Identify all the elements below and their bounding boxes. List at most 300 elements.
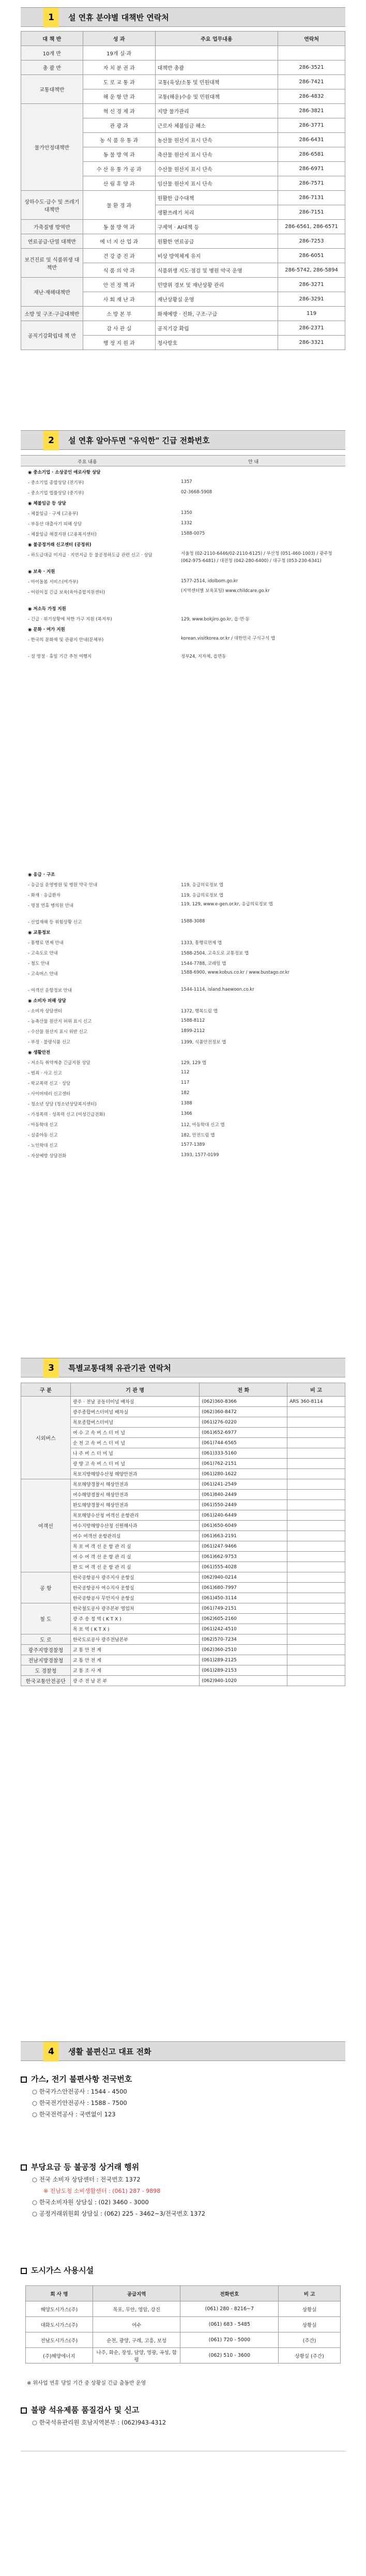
col-header: 성 과 <box>83 32 155 46</box>
col-header: 주요 내용 <box>78 460 97 465</box>
category-cell: 재난·재해대책반 <box>21 278 83 307</box>
city-gas-table <box>25 2285 341 2363</box>
table-row <box>26 2317 341 2332</box>
guide-row <box>21 1129 345 1140</box>
guide-value: 112, 아동학대 신고 앱 <box>181 1123 225 1128</box>
team-cell: 19개 실·과 <box>83 46 155 60</box>
square-bullet-icon <box>21 2268 27 2274</box>
team-cell: 에 너 지 산 업 과 <box>83 234 155 249</box>
guide-label: ◉ 중소기업 · 소상공인 애로사항 상담 <box>28 470 101 475</box>
guide-value: 129, www.bokjiro.go.kr, 읍·면·동 <box>181 617 250 622</box>
guide-value: 1588-2504, 고속도로 교통정보 앱 <box>181 951 249 956</box>
guide-category <box>21 995 345 1005</box>
guide-value: (지역센터별 보육포털) www.childcare.go.kr <box>181 588 270 594</box>
phone-cell: (061) 720 - 5000 <box>180 2332 279 2348</box>
guide-row <box>21 1088 345 1098</box>
city-gas-note <box>21 2378 345 2389</box>
task-force-table <box>21 31 345 350</box>
guide-label: - 중소기업 종합상담 (전기부) <box>28 480 84 486</box>
agency-cell: 한국철도공사 광주본부 영업처 <box>70 1603 200 1614</box>
section-number: 4 <box>43 2042 59 2062</box>
table-header-row <box>21 32 345 46</box>
contact-line: ○ 한국가스안전공사 : 1544 - 4500 <box>32 2088 127 2095</box>
table-row <box>21 220 345 234</box>
category-cell: 상하수도·급수 및 쓰레기 대책반 <box>21 191 83 220</box>
agency-cell: 교 통 안 전 계 <box>70 1645 200 1655</box>
phone-cell: (062)940-1020 <box>200 1676 287 1686</box>
phone-cell <box>278 46 345 60</box>
phone-cell: (061)276-0220 <box>200 1417 287 1428</box>
table-header-row <box>26 2286 341 2301</box>
area-cell: 목포, 무안, 영암, 강진 <box>93 2301 180 2317</box>
guide-label: - 저소득 취약계층 긴급지원 상담 <box>28 1060 90 1066</box>
col-header: 기 관 명 <box>70 1383 200 1397</box>
phone-cell: 286-2371 <box>278 321 345 336</box>
guide-value: 1899-2112 <box>181 1028 205 1034</box>
group-title: 불량 석유제품 품질검사 및 신고 <box>21 2404 345 2415</box>
area-cell: 나주, 화순, 장성, 담양, 영광, 곡성, 함평 <box>93 2348 180 2363</box>
phone-cell: (061) 683 - 5485 <box>180 2317 279 2332</box>
guide-label: - 한국의 문화재 및 관광지 안내(문체부) <box>28 638 104 643</box>
table-row <box>21 1676 345 1686</box>
section-number: 3 <box>43 1358 59 1378</box>
agency-cell: 한국공항공사 무안지사 운항실 <box>70 1593 200 1603</box>
agency-cell: 목 포 여 객 선 운 항 관 리 실 <box>70 1541 200 1552</box>
team-cell: 도 로 교 통 과 <box>83 75 155 89</box>
note-cell <box>287 1521 345 1531</box>
table-row <box>21 60 345 75</box>
guide-label: - 자살예방 상담전화 <box>28 1154 67 1159</box>
guide-category <box>21 624 345 634</box>
guide-row <box>21 1005 345 1016</box>
phone-cell: 286-6431 <box>278 133 345 147</box>
note-cell <box>287 1459 345 1469</box>
note-cell <box>287 1448 345 1459</box>
guide-value: 서울청 (02-2110-6446/02-2110-6125) / 부산청 (051-460-1003) / 광주청 (062-975-6481) / 대전청 (042-280-6400) / 대구청 (053-230-6341) <box>181 551 332 564</box>
team-cell: 소 방 본 부 <box>83 307 155 321</box>
col-header: 안 내 <box>248 460 259 465</box>
phone-cell: (062)570-7234 <box>200 1634 287 1645</box>
guide-value: 1588-8112 <box>181 1018 205 1023</box>
guide-value: 1388 <box>181 1101 192 1106</box>
note-cell <box>287 1583 345 1593</box>
task-cell: 비상 방역체계 유지 <box>155 249 278 263</box>
col-header: 주요 업무내용 <box>155 32 278 46</box>
note-cell: 상황실 <box>279 2317 341 2332</box>
agency-cell: 여수 여객선 운항관리실 <box>70 1531 200 1541</box>
note-cell <box>287 1510 345 1521</box>
guide-label: - 하도급대금 미지급 · 지연지급 등 불공정하도급 관련 신고 · 상담 <box>28 553 152 558</box>
guide-label: - 아이돌봄 서비스(여가부) <box>28 580 79 585</box>
note-cell <box>287 1490 345 1500</box>
agency-cell: 목포지방해양수산청 해양안전과 <box>70 1469 200 1479</box>
note-cell <box>287 1407 345 1417</box>
guide-label: ◉ 불공정거래 신고센터 (공정위) <box>28 542 91 548</box>
col-header: 대 책 반 <box>21 32 83 46</box>
col-header: 공급지역 <box>93 2286 180 2301</box>
col-header: 전 화 <box>200 1383 287 1397</box>
team-cell: 자 치 분 권 과 <box>83 60 155 75</box>
task-cell <box>155 46 278 60</box>
guide-category <box>21 869 345 879</box>
guide-label: - 고속도로 안내 <box>28 951 58 956</box>
phone-cell: 286-6971 <box>278 162 345 176</box>
table-row <box>21 234 345 249</box>
guide-label: - 어린이집 긴급 보육(육아종합지원센터) <box>28 590 105 595</box>
phone-cell: 286-7131 <box>278 191 345 205</box>
section-title: 생활 불편신고 대표 전화 <box>68 2047 151 2056</box>
team-cell: 산 림 휴 양 과 <box>83 176 155 191</box>
guide-label: ◉ 소비자 피해 상담 <box>28 998 66 1004</box>
task-cell: 원활한 연료공급 <box>155 234 278 249</box>
category-cell: 도 경찰청 <box>21 1665 71 1676</box>
guide-row <box>21 900 345 916</box>
category-cell: 시외버스 <box>21 1397 71 1479</box>
hotline-guide-top <box>21 455 345 661</box>
agency-cell: 나 주 버 스 터 미 널 <box>70 1448 200 1459</box>
guide-row <box>21 889 345 900</box>
phone-cell: (061)749-2151 <box>200 1603 287 1614</box>
task-cell: 공직기강 확립 <box>155 321 278 336</box>
category-cell: 공 항 <box>21 1572 71 1603</box>
area-cell: 순천, 광양, 구례, 고흥, 보성 <box>93 2332 180 2348</box>
guide-value: 117 <box>181 1080 190 1085</box>
agency-cell: 한국공항공사 여수지사 운항실 <box>70 1583 200 1593</box>
agency-cell: 완 도 여 객 선 운 항 관 리 실 <box>70 1562 200 1572</box>
phone-cell: (062)940-0214 <box>200 1572 287 1583</box>
gas-electric-block <box>21 2073 345 2122</box>
note-cell <box>287 1541 345 1552</box>
phone-cell: (062)605-2160 <box>200 1614 287 1624</box>
agency-cell: 목포해양수산청 여객선 운항관리 <box>70 1510 200 1521</box>
table-row <box>21 104 345 118</box>
phone-cell: (061)333-5160 <box>200 1448 287 1459</box>
guide-label: - 여객선 운항정보 안내 <box>28 988 72 993</box>
guide-row <box>21 634 345 650</box>
phone-cell: 286-7421 <box>278 75 345 89</box>
agency-cell: 여수지방해양수산청 선원해사과 <box>70 1521 200 1531</box>
guide-value: 1366 <box>181 1111 192 1116</box>
table-row <box>26 2348 341 2363</box>
team-cell: 혁 신 경 제 과 <box>83 104 155 118</box>
phone-cell: (062)360-2510 <box>200 1645 287 1655</box>
phone-cell: (061)744-6565 <box>200 1438 287 1448</box>
phone-cell: 286-7253 <box>278 234 345 249</box>
guide-row <box>21 916 345 927</box>
phone-cell: (061)242-4510 <box>200 1624 287 1634</box>
contact-line: ○ 공정거래위원회 상담실 : (062) 225 - 3462~3/전국번호 1372 <box>32 2210 206 2217</box>
guide-row <box>21 586 345 603</box>
guide-value: 1372, 행복드림 앱 <box>181 1009 218 1014</box>
guide-value: 119, 응급의료정보 앱 <box>181 893 223 898</box>
guide-value: 1588-3088 <box>181 919 205 924</box>
phone-cell: (061)652-6977 <box>200 1428 287 1438</box>
guide-value: 1399, 식품안전정보 앱 <box>181 1040 226 1045</box>
guide-label: - 중소기업 법률상담 (중기부) <box>28 491 84 496</box>
agency-cell: 여수해양경찰서 해상안전과 <box>70 1490 200 1500</box>
guide-label: - 청소년 상담 (청소년상담복지센터) <box>28 1102 97 1107</box>
team-cell: 동 물 방 역 과 <box>83 220 155 234</box>
section-number: 1 <box>43 8 59 27</box>
guide-value: 1332 <box>181 521 192 526</box>
table-row <box>21 321 345 336</box>
phone-cell: 286-3271 <box>278 278 345 292</box>
table-row <box>21 1655 345 1665</box>
guide-label: - 아동학대 신고 <box>28 1123 58 1128</box>
guide-label: - 설 명절 · 휴일 기간 추천 여행지 <box>28 654 92 659</box>
phone-cell: (061)240-6449 <box>200 1510 287 1521</box>
guide-row <box>21 650 345 661</box>
guide-label: - 체불임금 · 구제 (고용부) <box>28 511 79 517</box>
table-row <box>21 1479 345 1490</box>
note-cell <box>287 1500 345 1510</box>
guide-label: ◉ 저소득 가정 지원 <box>28 607 66 612</box>
guide-label: - 화재 · 응급환자 <box>28 893 61 898</box>
table-row <box>21 46 345 60</box>
category-cell: 소방 및 구조·구급대책반 <box>21 307 83 321</box>
col-header: 회 사 명 <box>26 2286 93 2301</box>
section-number: 2 <box>43 431 59 450</box>
agency-cell: 순 천 고 속 버 스 터 미 널 <box>70 1438 200 1448</box>
phone-cell: (061)247-9466 <box>200 1541 287 1552</box>
table-row <box>21 249 345 263</box>
agency-cell: 완도해양경찰서 해상안전과 <box>70 1500 200 1510</box>
phone-cell: 286-6051 <box>278 249 345 263</box>
task-cell: 수산물 원산지 표시 단속 <box>155 162 278 176</box>
guide-value: 1577-1389 <box>181 1142 205 1147</box>
note-cell <box>287 1624 345 1634</box>
phone-cell: (062) 510 - 3600 <box>180 2348 279 2363</box>
phone-cell: (061) 280 - 8216~7 <box>180 2301 279 2317</box>
guide-label: - 노인학대 신고 <box>28 1143 58 1148</box>
guide-row <box>21 528 345 539</box>
section-4-header <box>21 2041 345 2061</box>
guide-category <box>21 466 345 477</box>
phone-cell: 286-5742, 286-5894 <box>278 263 345 278</box>
phone-cell: (061)663-2191 <box>200 1531 287 1541</box>
note-cell <box>287 1634 345 1645</box>
category-cell: 연료공급·단열 대책반 <box>21 234 83 249</box>
guide-label: - 명절 연휴 병의원 안내 <box>28 903 73 908</box>
task-cell: 민방위 경보 및 재난상황 관리 <box>155 278 278 292</box>
table-footnote: ※ 위사업 연휴 당일 기간 중 상황실 긴급 출동반 운영 <box>27 2381 146 2386</box>
note-cell <box>287 1665 345 1676</box>
guide-label: - 긴급 · 위기상황에 처한 가구 지원 (복지부) <box>28 617 112 622</box>
phone-cell: 286-6561, 286-6571 <box>278 220 345 234</box>
note-cell <box>287 1438 345 1448</box>
category-cell: 전남지방경찰청 <box>21 1655 71 1665</box>
agency-cell: 목 포 역 ( K T X ) <box>70 1624 200 1634</box>
note-cell <box>287 1572 345 1583</box>
contact-line: ○ 한국전력공사 : 국번없이 123 <box>32 2111 116 2118</box>
company-cell: 전남도시가스(주) <box>26 2332 93 2348</box>
guide-value: 정부24, 지자체, 읍면동 <box>181 654 226 659</box>
guide-label: - 부정 · 불량식품 신고 <box>28 1040 71 1045</box>
agency-contacts-table <box>21 1383 345 1686</box>
guide-category <box>21 539 345 549</box>
guide-row <box>21 477 345 487</box>
guide-value: 02-3668-5908 <box>181 490 212 495</box>
col-header: 비 고 <box>287 1383 345 1397</box>
square-bullet-icon <box>21 2077 27 2083</box>
guide-value: 1357 <box>181 479 192 484</box>
phone-cell: 286-3321 <box>278 336 345 350</box>
table-row <box>21 1603 345 1614</box>
guide-label: ◉ 체불임금 등 상담 <box>28 501 66 506</box>
guide-value: korean.visitkorea.or.kr / 대한민국 구석구석 앱 <box>181 636 276 641</box>
category-cell: 도 로 <box>21 1634 71 1645</box>
note-cell <box>287 1428 345 1438</box>
note-cell <box>287 1593 345 1603</box>
guide-label: ◉ 보육 · 지원 <box>28 569 55 574</box>
phone-cell: (061)289-2153 <box>200 1665 287 1676</box>
guide-value: 182 <box>181 1090 190 1096</box>
agency-cell: 광 주 전 남 본 부 <box>70 1676 200 1686</box>
guide-row <box>21 1078 345 1088</box>
col-header: 비 고 <box>279 2286 341 2301</box>
phone-cell: (061)680-7997 <box>200 1583 287 1593</box>
note-cell <box>287 1614 345 1624</box>
guide-value: 1544-7788, 코레일 앱 <box>181 961 226 966</box>
guide-value: 1333, 통행료면제 앱 <box>181 941 222 946</box>
table-row <box>21 1645 345 1655</box>
contact-note: ※ 전남도청 소비생활센터 : (061) 287 - 9898 <box>43 2188 161 2194</box>
unfair-trade-block <box>21 2161 345 2221</box>
guide-label: - 소비자 상담센터 <box>28 1009 62 1014</box>
guide-row <box>21 1016 345 1026</box>
task-cell: 교통(육상/소통 및 민원대책 <box>155 75 278 89</box>
agency-cell: 여 수 여 객 선 운 항 관 리 실 <box>70 1552 200 1562</box>
team-cell: 식 품 의 약 과 <box>83 263 155 278</box>
guide-label: - 산업재해 등 위험상황 신고 <box>28 920 82 925</box>
group-title: 가스, 전기 불편사항 전국번호 <box>21 2073 345 2084</box>
guide-value: 1588-6900, www.kobus.co.kr / www.bustago.or.kr <box>181 970 290 975</box>
category-cell: 철 도 <box>21 1603 71 1634</box>
guide-label: - 통행료 면제 안내 <box>28 941 64 946</box>
team-cell: 관 광 과 <box>83 118 155 133</box>
phone-cell: (061)662-9753 <box>200 1552 287 1562</box>
guide-label: - 응급실 운영병원 및 병원 약국 안내 <box>28 883 98 888</box>
team-cell: 수 산 유 통 가 공 과 <box>83 162 155 176</box>
guide-row <box>21 1150 345 1160</box>
phone-cell: 286-3521 <box>278 60 345 75</box>
agency-cell: 목포종합버스터미널 <box>70 1417 200 1428</box>
guide-row <box>21 968 345 984</box>
phone-cell: (061)289-2125 <box>200 1655 287 1665</box>
table-row <box>21 75 345 89</box>
table-row <box>21 278 345 292</box>
guide-row <box>21 937 345 947</box>
category-cell: 한국교통안전공단 <box>21 1676 71 1686</box>
team-cell: 건 강 증 진 과 <box>83 249 155 263</box>
guide-label: - 가정폭력 · 성폭력 신고 (여성긴급전화) <box>28 1112 105 1117</box>
phone-cell: 286-7151 <box>278 205 345 220</box>
guide-value: 1588-0075 <box>181 531 205 536</box>
phone-cell: (061)241-2549 <box>200 1479 287 1490</box>
guide-value: 182, 안전드림 앱 <box>181 1133 215 1138</box>
guide-row <box>21 984 345 995</box>
col-header: 전화번호 <box>180 2286 279 2301</box>
guide-row <box>21 1067 345 1078</box>
guide-row <box>21 1098 345 1109</box>
contact-line: ○ 한국석유관리원 호남지역본부 : (062)943-4312 <box>32 2419 166 2426</box>
note-cell <box>287 1645 345 1655</box>
table-row <box>21 307 345 321</box>
section-3-header <box>21 1358 345 1377</box>
group-title: 부당요금 등 불공정 상거래 행위 <box>21 2161 345 2172</box>
guide-label: ◉ 생활안전 <box>28 1050 51 1055</box>
col-header: 연락처 <box>278 32 345 46</box>
section-1-header <box>21 7 345 27</box>
group-title: 도시가스 사용시설 <box>21 2265 345 2276</box>
note-cell: 상황실 <box>279 2301 341 2317</box>
team-cell: 안 전 정 책 과 <box>83 278 155 292</box>
guide-row <box>21 549 345 566</box>
section-title: 특별교통대책 유관기관 연락처 <box>68 1363 171 1373</box>
guide-row <box>21 1026 345 1036</box>
phone-cell: 286-3821 <box>278 104 345 118</box>
category-cell: 여객선 <box>21 1479 71 1572</box>
guide-row <box>21 947 345 958</box>
table-row <box>21 1634 345 1645</box>
note-cell: ARS 360-8114 <box>287 1397 345 1407</box>
task-cell: 재난상황실 운영 <box>155 292 278 307</box>
category-cell: 보건진료 및 식품위생 대책반 <box>21 249 83 278</box>
table-row <box>21 1665 345 1676</box>
agency-cell: 교 통 조 사 계 <box>70 1665 200 1676</box>
guide-value: 1544-1114, island.haewoon.co.kr <box>181 987 254 992</box>
phone-cell: 286-7571 <box>278 176 345 191</box>
table-row <box>26 2332 341 2348</box>
guide-row <box>21 1140 345 1150</box>
agency-cell: 광주종합버스터미널 배차실 <box>70 1407 200 1417</box>
category-cell: 총 괄 반 <box>21 60 83 75</box>
guide-value: 119, 응급의료정보 앱 <box>181 883 223 888</box>
agency-cell: 교 통 안 전 계 <box>70 1655 200 1665</box>
city-gas-block <box>21 2265 345 2279</box>
phone-cell: 286-3771 <box>278 118 345 133</box>
task-cell: 축산물 원산지 표시 단속 <box>155 147 278 162</box>
category-cell: 가축질병 방역반 <box>21 220 83 234</box>
note-cell <box>287 1655 345 1665</box>
hotline-guide-bottom <box>21 869 345 1160</box>
note-cell <box>287 1562 345 1572</box>
task-cell: 식품위생 지도·점검 및 병원 약국 운영 <box>155 263 278 278</box>
task-cell: 대책반 총괄 <box>155 60 278 75</box>
guide-row <box>21 613 345 624</box>
guide-row <box>21 1036 345 1047</box>
company-cell: 대화도시가스(주) <box>26 2317 93 2332</box>
area-cell: 여수 <box>93 2317 180 2332</box>
phone-cell: 286-3291 <box>278 292 345 307</box>
guide-label: - 철도 안내 <box>28 961 50 966</box>
task-cell: 지방 물가관리 <box>155 104 278 118</box>
guide-label: - 부동산 대출사기 피해 상담 <box>28 522 82 527</box>
guide-value: 119, 129, www.e-gen.or.kr, 응급의료정보 앱 <box>181 902 273 907</box>
guide-value: 1393, 1577-0199 <box>181 1153 219 1158</box>
task-cell: 원활한 급수대책 <box>155 191 278 205</box>
guide-row <box>21 1109 345 1119</box>
task-cell: 구제역 · AI대책 등 <box>155 220 278 234</box>
guide-header <box>21 455 345 466</box>
phone-cell: (062)360-8472 <box>200 1407 287 1417</box>
category-cell: 공직기강확립대 책 반 <box>21 321 83 350</box>
note-cell: (주간) <box>279 2332 341 2348</box>
section-title: 설 연휴 알아두면 "유익한" 긴급 전화번호 <box>68 436 210 445</box>
agency-cell: 여 수 고 속 버 스 터 미 널 <box>70 1428 200 1438</box>
guide-category <box>21 927 345 937</box>
note-cell <box>287 1469 345 1479</box>
